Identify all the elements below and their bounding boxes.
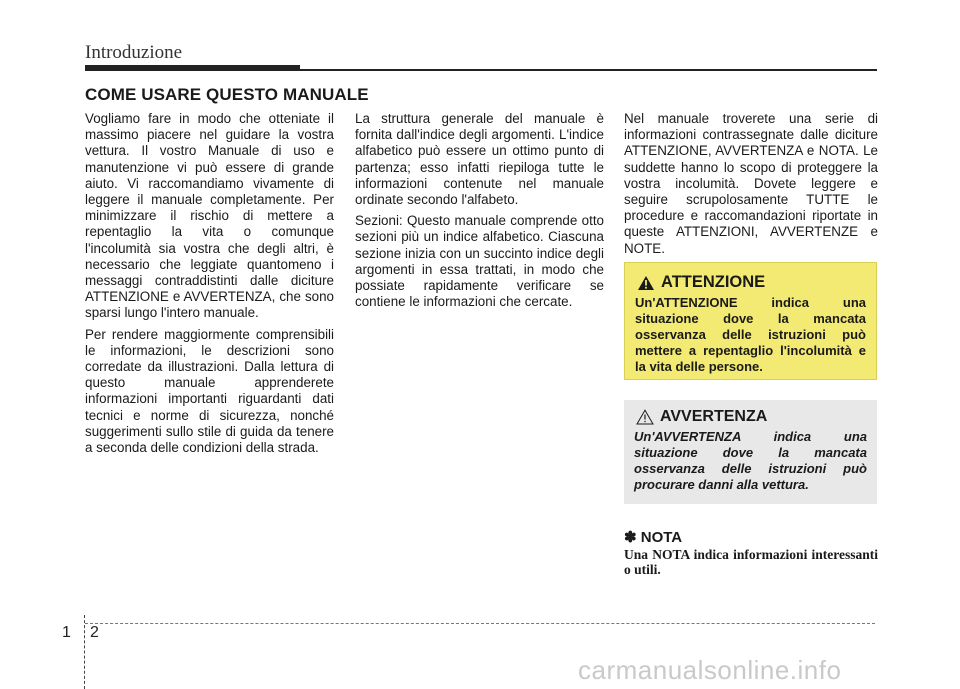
- paragraph: Sezioni: Questo manuale comprende otto sezioni più un indice alfabetico. Ciascuna sezione inizia con un succinto indice degli argomenti in essa trattati, in modo che possiate rapidamente verificare se contiene le informazioni che cercate.: [355, 213, 604, 310]
- watermark: carmanualsonline.info: [578, 655, 842, 685]
- section-title: COME USARE QUESTO MANUALE: [85, 85, 369, 104]
- text-column-3: [624, 111, 878, 262]
- nota-title: ✽ NOTA: [624, 529, 683, 546]
- chapter-number: 1: [62, 624, 71, 641]
- nota-text: Una NOTA indica informazioni interessanti o utili.: [624, 547, 878, 577]
- footer-divider-vertical: [84, 615, 85, 689]
- attenzione-title: ATTENZIONE: [661, 273, 766, 291]
- footer-divider-horizontal: [85, 623, 875, 624]
- attenzione-text: Un'ATTENZIONE indica una situazione dove la mancata osservanza delle istruzioni può mettere a repentaglio l'incolumità e la vita delle persone.: [635, 295, 866, 374]
- paragraph: Nel manuale troverete una serie di informazioni contrassegnate dalle diciture ATTENZIONE, AVVERTENZA e NOTA. Le suddette hanno lo scopo di proteggere la vostra incolumità. Dovete leggere e seguire scrupolosamente TUTTE le procedure e raccomandazioni riportate in queste ATTENZIONI, AVVERTENZE e NOTE.: [624, 111, 878, 256]
- running-header: Introduzione: [85, 42, 183, 63]
- paragraph: Per rendere maggiormente comprensibili le informazioni, le descrizioni sono corredate da illustrazioni. Dalla lettura di questo manuale apprenderete informazioni importanti riguardanti dati tecnici e norme di sicurezza, nonché suggerimenti sullo stile di guida da tenere a seconda delle condizioni della strada.: [85, 326, 334, 456]
- attenzione-box: [624, 262, 877, 380]
- avvertenza-box: [624, 400, 877, 504]
- text-column-2: [355, 111, 604, 315]
- paragraph: Vogliamo fare in modo che otteniate il massimo piacere nel guidare la vostra vettura. Il vostro Manuale di uso e manutenzione vi può essere di grande aiuto. Vi raccomandiamo vivamente di leggere il manuale completamente. Per minimizzare il rischio di mettere a repentaglio la vita o comunque l'incolumità sia vostra che degli altri, è necessario che leggiate quantomeno i messaggi contraddistinti dalle diciture ATTENZIONE e AVVERTENZA, che sono sparsi lungo l'intero manuale.: [85, 111, 334, 321]
- text-column-1: [85, 111, 334, 461]
- avvertenza-header: [636, 408, 867, 426]
- attenzione-header: [637, 273, 866, 292]
- header-rule-thin: [300, 69, 877, 71]
- header-rule-thick: [85, 65, 300, 71]
- warning-triangle-outline-icon: [636, 409, 654, 425]
- avvertenza-text: Un'AVVERTENZA indica una situazione dove la mancata osservanza delle istruzioni può procurare danni alla vettura.: [634, 429, 867, 492]
- paragraph: La struttura generale del manuale è fornita dall'indice degli argomenti. L'indice alfabetico può essere un ottimo punto di partenza; esso infatti riepiloga tutte le informazioni contenute nel manuale ordinate secondo l'alfabeto.: [355, 111, 604, 208]
- page-number: 2: [90, 624, 99, 641]
- avvertenza-title: AVVERTENZA: [660, 408, 768, 425]
- warning-triangle-filled-icon: [637, 275, 655, 291]
